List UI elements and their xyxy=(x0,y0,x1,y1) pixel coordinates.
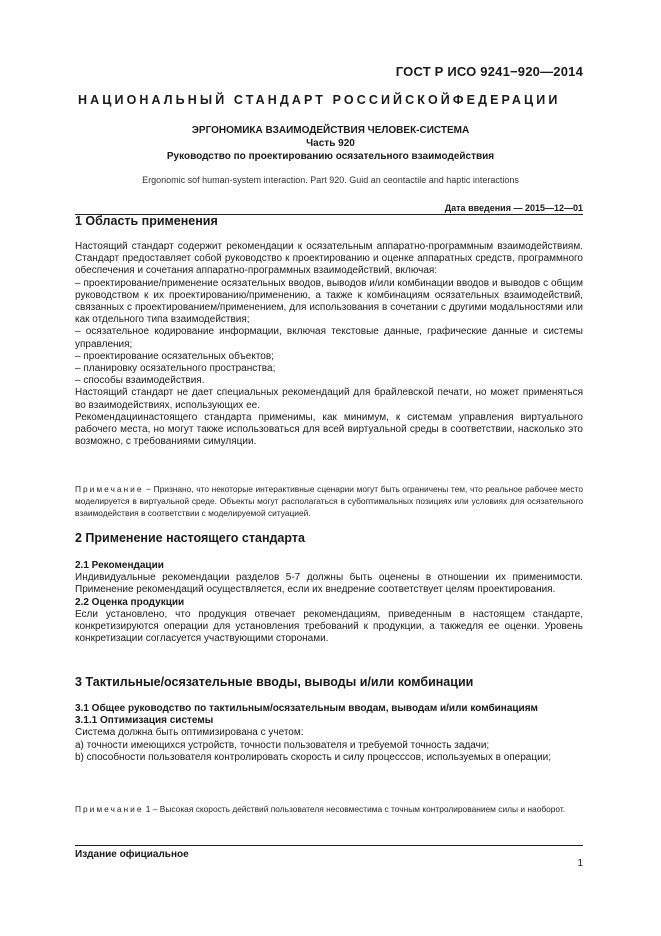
subsection-2-1-text: Индивидуальные рекомендации разделов 5-7 должны быть оценены в отношении их применимости. Применение рекомендаций осуществляется, если их внедрение соответствует целям проектирования. xyxy=(75,572,583,596)
section-1-item-4: – планировку осязательного пространства; xyxy=(75,363,276,375)
section-1-paragraph-3: Рекомендациинастоящего стандарта применимы, как минимум, к системам управления виртуального рабочего места, но могут также использоваться для всей виртуальной среды в соответствии, насколько это возможно, с требованиями симуляции. xyxy=(75,411,583,448)
title-line-2: Часть 920 xyxy=(306,138,355,149)
edition-label: Издание официальное xyxy=(75,849,189,860)
document-id: ГОСТ Р ИСО 9241−920—2014 xyxy=(395,64,583,79)
section-1-heading: 1 Область применения xyxy=(75,214,218,228)
national-standard-banner: НАЦИОНАЛЬНЫЙ СТАНДАРТ РОССИЙСКОЙФЕДЕРАЦИИ xyxy=(78,93,561,107)
subsection-3-1-1-intro: Система должна быть оптимизирована с учетом: xyxy=(75,727,304,739)
note-label: Примечание xyxy=(75,484,144,494)
note-label: Примечание xyxy=(75,804,144,814)
section-1-paragraph-1: Настоящий стандарт содержит рекомендации к осязательным аппаратно-программным взаимодействиям. Стандарт предоставляет собой руководство к проектированию и оценке аппаратных средств, программного обеспечения и сочетания аппаратно-программных взаимодействий, включая: xyxy=(75,241,583,277)
section-2-body xyxy=(75,560,583,645)
footer-divider xyxy=(75,845,583,846)
section-1-paragraph-2: Настоящий стандарт не дает специальных рекомендаций для брайлевской печати, но может применяться во взаимодействиях, использующих ее. xyxy=(75,387,583,411)
section-1-item-3: – проектирование осязательных объектов; xyxy=(75,350,274,362)
page-number: 1 xyxy=(577,858,583,869)
subsection-3-1-1-item-a: а) точности имеющихся устройств, точности пользователя и требуемой точность задачи; xyxy=(75,739,490,751)
section-1-item-2: – осязательное кодирование информации, включая текстовые данные, графические данные и системы управления; xyxy=(75,326,583,350)
subsection-3-1-title: 3.1 Общее руководство по тактильным/осязательным вводам, выводам и/или комбинациям xyxy=(75,703,538,714)
section-3-note xyxy=(75,803,583,815)
subsection-2-2-title: 2.2 Оценка продукции xyxy=(75,596,185,608)
subsection-3-1-1-item-b: b) способности пользователя контролировать скорость и силу процесссов, используемых в операции; xyxy=(75,751,552,763)
subsection-2-2-text: Если установлено, что продукция отвечает рекомендациям, приведенным в настоящем стандарте, конкретизируются операции для установления требований к продукции, а такжедля ее оценки. Уровень конкретизации согласуется участвующими сторонами. xyxy=(75,608,583,645)
section-3-heading: 3 Тактильные/осязательные вводы, выводы и/или комбинации xyxy=(75,675,474,689)
note-text: 1 – Высокая скорость действий пользователя несовместима с точным контролированием силы и наоборот. xyxy=(143,804,566,814)
title-line-1: ЭРГОНОМИКА ВЗАИМОДЕЙСТВИЯ ЧЕЛОВЕК-СИСТЕМА xyxy=(191,125,470,136)
english-title: Ergonomic sof human-system interaction. Part 920. Guid an ceontactile and haptic interactions xyxy=(142,175,519,185)
subsection-3-1-1-title: 3.1.1 Оптимизация системы xyxy=(75,715,214,727)
title-line-3: Руководство по проектированию осязательного взаимодействия xyxy=(166,151,495,162)
section-1-body xyxy=(75,241,583,448)
document-title-block xyxy=(78,124,583,163)
introduction-date: Дата введения — 2015—12—01 xyxy=(444,203,583,213)
subsection-2-1-title: 2.1 Рекомендации xyxy=(75,560,164,571)
note-text: − Признано, что некоторые интерактивные сценарии могут быть ограничены тем, что реальное рабочее место моделируется в виртуальной среде. Объекты могут располагаться в субоптимальных позициях или условиях для осязательного взаимодействия в соответствии с моделируемой ситуацией. xyxy=(75,484,583,518)
section-1-note xyxy=(75,483,583,519)
section-1-item-1: – проектирование/применение осязательных вводов, выводов и/или комбинации вводов и выводов с общим руководством к их проектированию/применению, а также к комбинациям осязательных взаимодействий, связанных с проектированием/применением, для использования в сочетании с другими модальностями или как отдельного типа взаимодействия; xyxy=(75,277,583,326)
section-3-body xyxy=(75,703,583,764)
section-2-heading: 2 Применение настоящего стандарта xyxy=(75,531,305,545)
section-1-item-5: – способы взаимодействия. xyxy=(75,375,205,387)
